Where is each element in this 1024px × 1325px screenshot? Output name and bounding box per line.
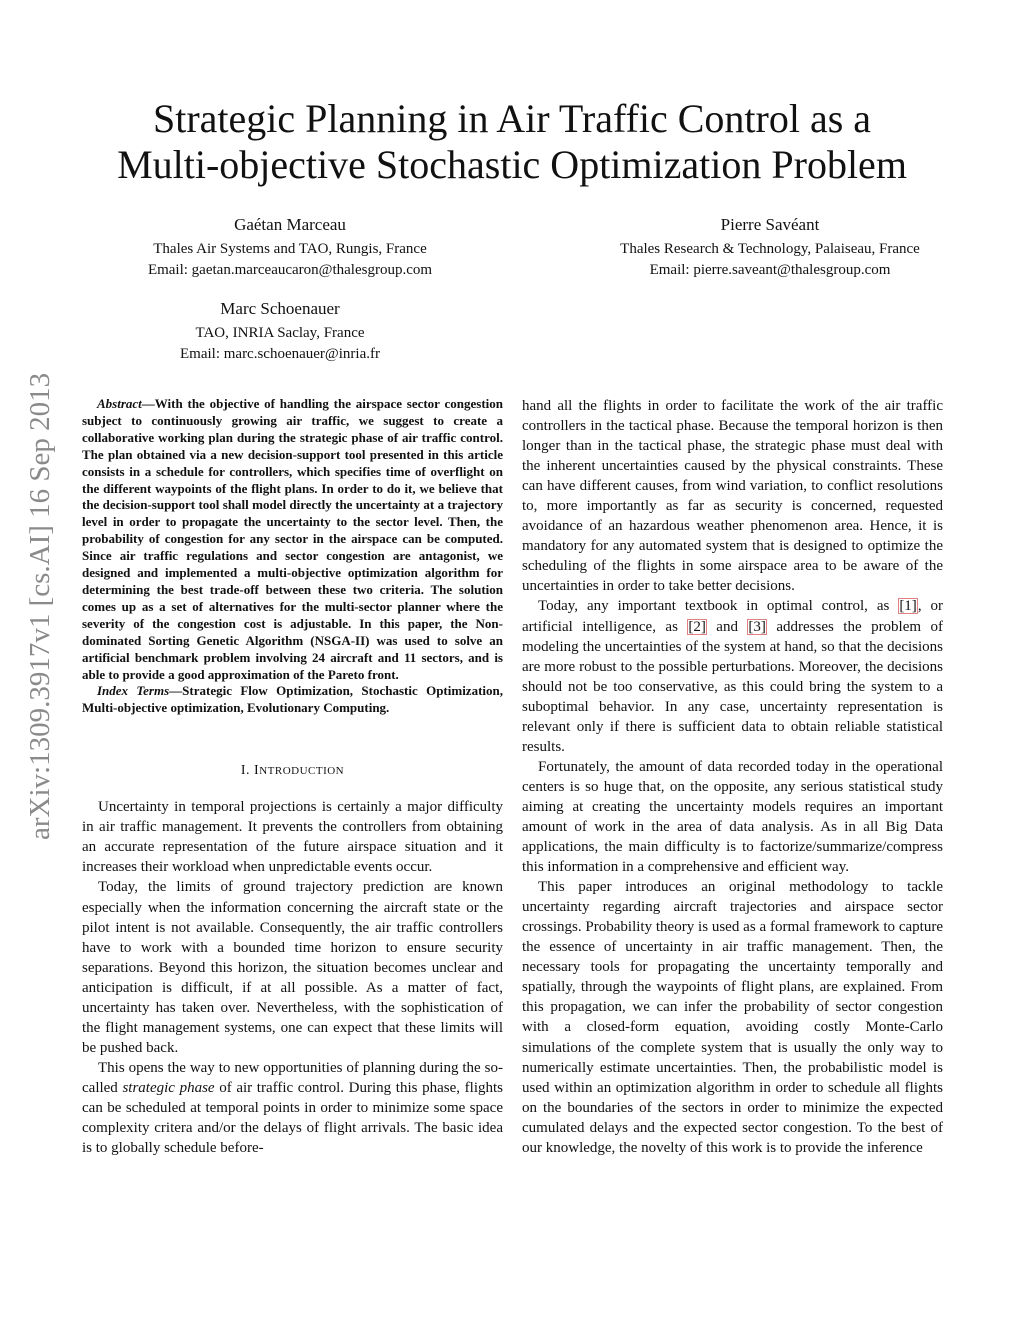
index-terms: [82, 683, 503, 717]
paragraph: This opens the way to new opportunities of planning during the so-called strategic phase of air traffic control. During this phase, flights can be scheduled at temporal points in order to minimize some space complexity critera and/or the delays of flight arrivals. The basic idea is to globally schedule before-: [82, 1059, 503, 1157]
author-block-3: [125, 297, 435, 365]
author-affiliation: Thales Research & Technology, Palaiseau, France: [620, 241, 920, 257]
right-column: [522, 396, 943, 1158]
author-block-2: [560, 213, 980, 281]
abstract-text: —With the objective of handling the airspace sector congestion subject to continuously growing air traffic, we suggest to create a collaborative working plan during the strategic phase of air traffic control. The plan obtained via a new decision-support tool presented in this article consists in a schedule for controllers, which specifies time of overflight on the different waypoints of the flight plans. In order to do it, we believe that the decision-support tool shall model directly the uncertainty at a trajectory level in order to propagate the uncertainty to the sector level. Then, the probability of congestion for any sector in the airspace can be computed. Since air traffic regulations and sector congestion are antagonist, we designed and implemented a multi-objective optimization algorithm for determining the best trade-off between these two criteria. The solution comes up as a set of alternatives for the multi-sector planner where the severity of the congestion cost is adjustable. In this paper, the Non-dominated Sorting Genetic Algorithm (NSGA-II) was used to solve an artificial benchmark problem involving 24 aircraft and 11 sectors, and is able to provide a good approximation of the Pareto front.: [82, 396, 503, 682]
author-email: Email: pierre.saveant@thalesgroup.com: [649, 262, 891, 278]
author-name: Gaétan Marceau: [234, 215, 346, 234]
author-block-1: [90, 213, 490, 281]
index-terms-text: —Strategic Flow Optimization, Stochastic Optimization, Multi-objective optimization, Evolutionary Computing.: [82, 683, 503, 716]
author-email: Email: gaetan.marceaucaron@thalesgroup.com: [147, 262, 433, 278]
arxiv-identifier: arXiv:1309.3917v1 [cs.AI] 16 Sep 2013: [24, 372, 56, 840]
citation-link-3[interactable]: [3]: [748, 618, 766, 635]
citation-link-2[interactable]: [2]: [688, 618, 706, 635]
paragraph: Today, the limits of ground trajectory prediction are known especially when the information concerning the aircraft state or the pilot intent is not available. Consequently, the air traffic controllers have to work with a bounded time horizon to ensure security separations. Beyond this horizon, the situation becomes unclear and anticipation is difficult, if at all possible. As a matter of fact, uncertainty has taken over. Nevertheless, with the sophistication of the flight management systems, one can expect that these limits will be pushed back.: [82, 879, 503, 1056]
abstract-label: Abstract: [97, 396, 142, 411]
author-name: Marc Schoenauer: [220, 299, 340, 318]
paragraph: Uncertainty in temporal projections is certainly a major difficulty in air traffic management. It prevents the controllers from obtaining an accurate representation of the future airspace situation and it increases their workload when unpredictable events occur.: [82, 799, 503, 876]
emphasis-strategic-phase: strategic phase: [122, 1079, 215, 1096]
section-heading-introduction: I. INTRODUCTION: [240, 763, 345, 779]
author-email: Email: marc.schoenauer@inria.fr: [180, 346, 380, 362]
paragraph: hand all the flights in order to facilitate the work of the air traffic controllers in the tactical phase. Because the temporal horizon is then longer than in the tactical phase, the strategic phase must deal with the inherent uncertainties caused by the physical constraints. These can have different causes, from wind variation, to conflict resolutions to, more importantly as far as security is concerned, requested avoidance of an hazardous weather phenomenon area. Hence, it is mandatory for any automated system that is designed to optimize the scheduling of the flights in some airspace area to be aware of the uncertainties in order to take better decisions.: [522, 398, 943, 595]
left-column: [82, 396, 503, 1158]
author-affiliation: Thales Air Systems and TAO, Rungis, France: [153, 241, 427, 257]
paper-title: [0, 96, 1024, 188]
index-terms-label: Index Terms: [97, 683, 170, 699]
paragraph: This paper introduces an original methodology to tackle uncertainty regarding aircraft trajectories and airspace sector crossings. Probability theory is used as a formal framework to capture the essence of uncertainty in air traffic management. Then, the necessary tools for propagating the uncertainty temporally and spatially, through the waypoints of flight plans, are explained. From this propagation, we can infer the probability of sector congestion with a closed-form equation, avoiding costly Monte-Carlo simulations of the complete system that is usually the only way to numerically estimate uncertainties. Then, the probabilistic model is used within an optimization algorithm in order to schedule all flights on the boundaries of the sectors in order to minimize the expected cumulated delays and the expected sector congestion. To the best of our knowledge, the novelty of this work is to provide the inference: [522, 879, 943, 1156]
author-name: Pierre Savéant: [720, 215, 820, 234]
title-line-1: Strategic Planning in Air Traffic Control as a: [152, 96, 872, 141]
paragraph: Today, any important textbook in optimal control, as [1], or artificial intelligence, as [2] and [3] addresses the problem of modeling the uncertainties of the system at hand, so that the decisions are more robust to the possible perturbations. Moreover, the decisions should not be too conservative, as this could bring the system to a suboptimal behavior. In any case, uncertainty representation is relevant only if there is sufficient data to obtain reliable statistical results.: [522, 598, 944, 755]
title-line-2: Multi-objective Stochastic Optimization Problem: [117, 142, 907, 187]
author-affiliation: TAO, INRIA Saclay, France: [195, 325, 365, 341]
paragraph: Fortunately, the amount of data recorded today in the operational centers is so huge that, on the opposite, any serious statistical study aiming at creating the uncertainty models requires an important amount of work in the area of data analysis. As in all Big Data applications, the main difficulty is to factorize/summarize/compress this information in a comprehensive and efficient way.: [522, 758, 943, 876]
citation-link-1[interactable]: [1]: [899, 598, 917, 615]
abstract: [82, 396, 503, 683]
